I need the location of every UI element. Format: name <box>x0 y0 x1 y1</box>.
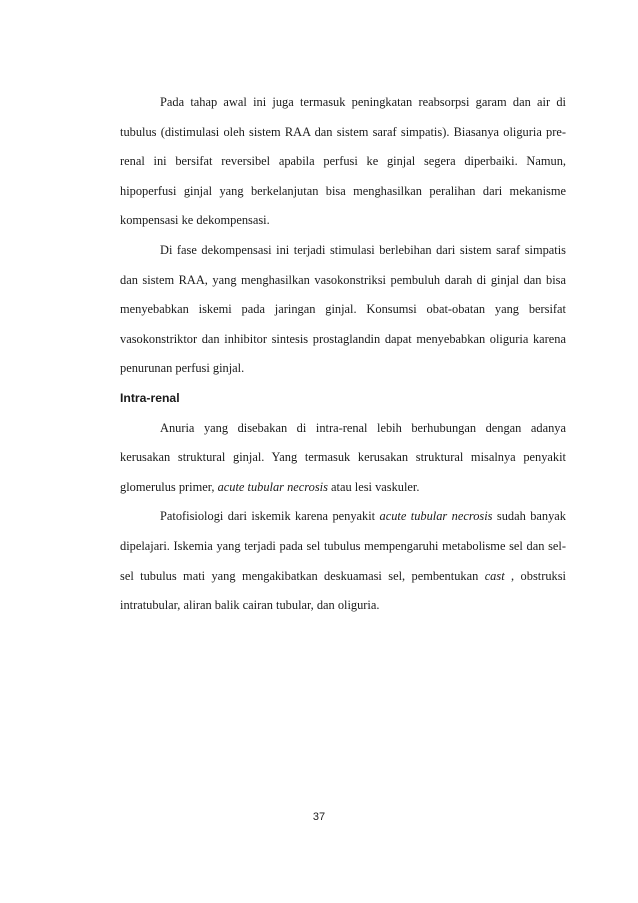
body-text <box>120 88 566 621</box>
page-number: 37 <box>312 811 326 823</box>
paragraph-4-italic-b: cast <box>484 568 505 583</box>
paragraph-4-italic-a: acute tubular necrosis <box>379 509 493 524</box>
paragraph-3 <box>120 414 566 503</box>
paragraph-4 <box>120 502 566 620</box>
section-heading-intra-renal: Intra-renal <box>120 390 180 405</box>
paragraph-4-text-c: , obstruksi intratubular, aliran balik cairan tubular, dan oliguria. <box>120 568 566 613</box>
paragraph-3-tail: atau lesi vaskuler. <box>327 479 420 494</box>
paragraph-1: Pada tahap awal ini juga termasuk peningkatan reabsorpsi garam dan air di tubulus (distimulasi oleh sistem RAA dan sistem saraf simpatis). Biasanya oliguria pre-renal ini bersifat reversibel apabila perfusi ke ginjal segera diperbaiki. Namun, hipoperfusi ginjal yang berkelanjutan bisa menghasilkan peralihan dari mekanisme kompensasi ke dekompensasi. <box>120 95 566 228</box>
paragraph-3-text: Anuria yang disebakan di intra-renal lebih berhubungan dengan adanya kerusakan struktural ginjal. Yang termasuk kerusakan struktural misalnya penyakit glomerulus primer, <box>120 420 566 494</box>
paragraph-3-italic: acute tubular necrosis <box>217 479 328 494</box>
paragraph-4-text-a: Patofisiologi dari iskemik karena penyakit <box>160 509 380 524</box>
paragraph-4-text-b: sudah banyak dipelajari. Iskemia yang terjadi pada sel tubulus mempengaruhi metabolisme sel dan sel-sel tubulus mati yang mengakibatkan deskuamasi sel, pembentukan <box>120 509 566 583</box>
paragraph-2: Di fase dekompensasi ini terjadi stimulasi berlebihan dari sistem saraf simpatis dan sistem RAA, yang menghasilkan vasokonstriksi pembuluh darah di ginjal dan bisa menyebabkan iskemi pada jaringan ginjal. Konsumsi obat-obatan yang bersifat vasokonstriktor dan inhibitor sintesis prostaglandin dapat menyebabkan oliguria karena penurunan perfusi ginjal. <box>120 242 566 376</box>
